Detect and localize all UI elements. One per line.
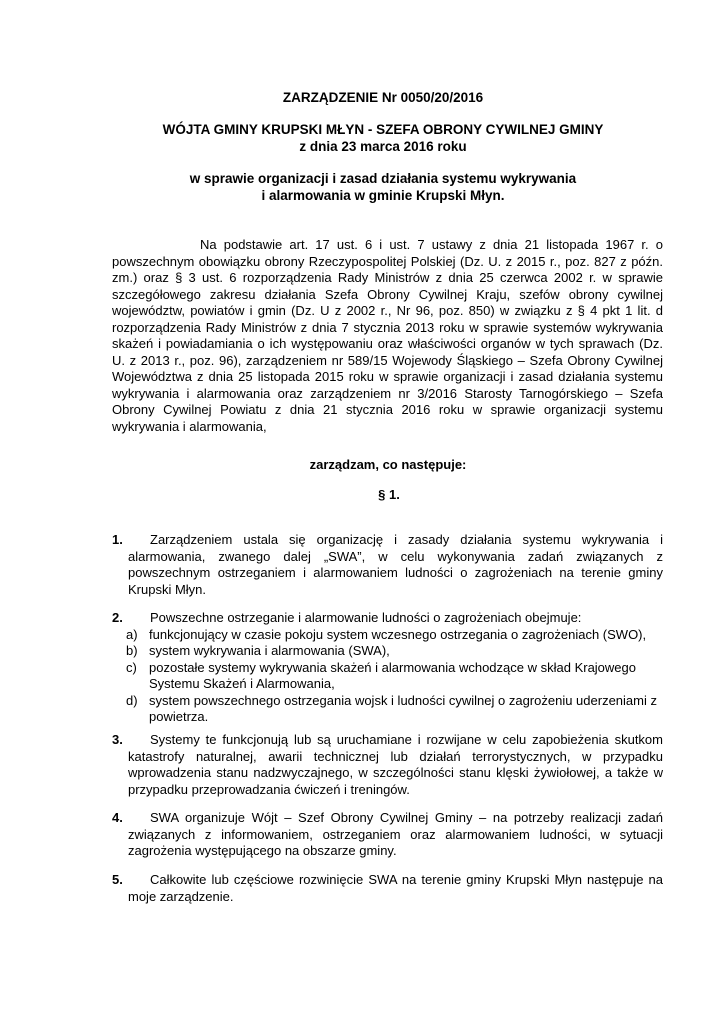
decree-statement: zarządzam, co następuje: [309, 457, 467, 472]
sub-item-letter: b) [126, 643, 138, 658]
point-text: Systemy te funkcjonują lub są uruchamiane i rozwijane w celu zapobieżenia skutkom katastrofy naturalnej, awarii technicznej lub działań terrorystycznych, w przypadku wprowadzenia stanu nadzwyczajnego, w szczególności stanu klęski żywiołowej, a także w przypadku przeprowadzania ćwiczeń i treningów. [128, 732, 663, 797]
point-3 [112, 732, 663, 798]
point-text: Zarządzeniem ustala się organizację i zasady działania systemu wykrywania i alarmowania, zwanego dalej „SWA”, w celu wykonywania zadań związanych z powszechnym ostrzeganiem i alarmowaniem ludności o zagrożeniach na terenie gminy Krupski Młyn. [128, 532, 663, 597]
sub-item-text: system wykrywania i alarmowania (SWA), [149, 643, 390, 658]
document-title: ZARZĄDZENIE Nr 0050/20/2016 [282, 90, 484, 105]
section-heading: § 1. [378, 487, 400, 502]
point-number: 3. [112, 732, 123, 747]
sub-item-text: system powszechnego ostrzegania wojsk i ludności cywilnej o zagrożeniu uderzeniami z powietrza. [149, 692, 657, 724]
sub-item-letter: a) [126, 626, 138, 642]
point-1 [112, 532, 663, 598]
point-text: SWA organizuje Wójt – Szef Obrony Cywilnej Gminy – na potrzeby realizacji zadań związanych z informowaniem, ostrzeganiem oraz alarmowaniem ludności, w sytuacji zagrożenia występującego na obszarze gminy. [128, 810, 663, 858]
point-text: Całkowite lub częściowe rozwinięcie SWA na terenie gminy Krupski Młyn następuje na moje zarządzenie. [128, 872, 663, 904]
point-number: 4. [112, 810, 123, 825]
legal-basis-paragraph [112, 237, 663, 435]
sub-item-text: funkcjonujący w czasie pokoju system wczesnego ostrzegania o zagrożeniach (SWO), [149, 626, 647, 642]
sub-item-c [112, 660, 663, 693]
point-4 [112, 810, 663, 860]
sub-item-letter: c) [126, 659, 137, 675]
point-2 [112, 610, 663, 726]
sub-item-d [112, 693, 663, 726]
point-number: 1. [112, 532, 123, 547]
sub-item-a [112, 627, 663, 644]
subject-heading-line2: i alarmowania w gminie Krupski Młyn. [261, 188, 505, 203]
point-5 [112, 872, 663, 905]
sub-item-letter: d) [126, 692, 138, 708]
sub-item-b [112, 643, 663, 660]
sub-item-list [112, 627, 663, 726]
point-text: Powszechne ostrzeganie i alarmowanie ludności o zagrożeniach obejmuje: [150, 610, 582, 625]
point-number: 5. [112, 872, 123, 887]
issuer-heading: WÓJTA GMINY KRUPSKI MŁYN - SZEFA OBRONY CYWILNEJ GMINY [162, 122, 604, 137]
legal-basis-text: Na podstawie art. 17 ust. 6 i ust. 7 ustawy z dnia 21 listopada 1967 r. o powszechnym obowiązku obrony Rzeczypospolitej Polskiej (Dz. U. z 2015 r., poz. 827 z późn. zm.) oraz § 3 ust. 6 rozporządzenia Rady Ministrów z dnia 25 czerwca 2002 r. w sprawie szczegółowego zakresu działania Szefa Obrony Cywilnej Kraju, szefów obrony cywilnej województw, powiatów i gmin (Dz. U z 2002 r., Nr 96, poz. 850) w związku z § 4 pkt 1 lit. d rozporządzenia Rady Ministrów z dnia 7 stycznia 2013 roku w sprawie systemów wykrywania skażeń i powiadamiania o ich występowaniu oraz właściwości organów w tych sprawach (Dz. U. z 2013 r., poz. 96), zarządzeniem nr 589/15 Wojewody Śląskiego – Szefa Obrony Cywilnej Województwa z dnia 25 listopada 2015 roku w sprawie organizacji i zasad działania systemu wykrywania i alarmowania oraz zarządzeniem nr 3/2016 Starosty Tarnogórskiego – Szefa Obrony Cywilnej Powiatu z dnia 21 stycznia 2016 roku w sprawie organizacji systemu wykrywania i alarmowania, [112, 237, 663, 434]
date-heading: z dnia 23 marca 2016 roku [299, 139, 467, 154]
subject-heading-line1: w sprawie organizacji i zasad działania systemu wykrywania [189, 171, 577, 186]
point-number: 2. [112, 610, 123, 625]
sub-item-text: pozostałe systemy wykrywania skażeń i alarmowania wchodzące w skład Krajowego Systemu Skażeń i Alarmowania, [149, 659, 636, 691]
